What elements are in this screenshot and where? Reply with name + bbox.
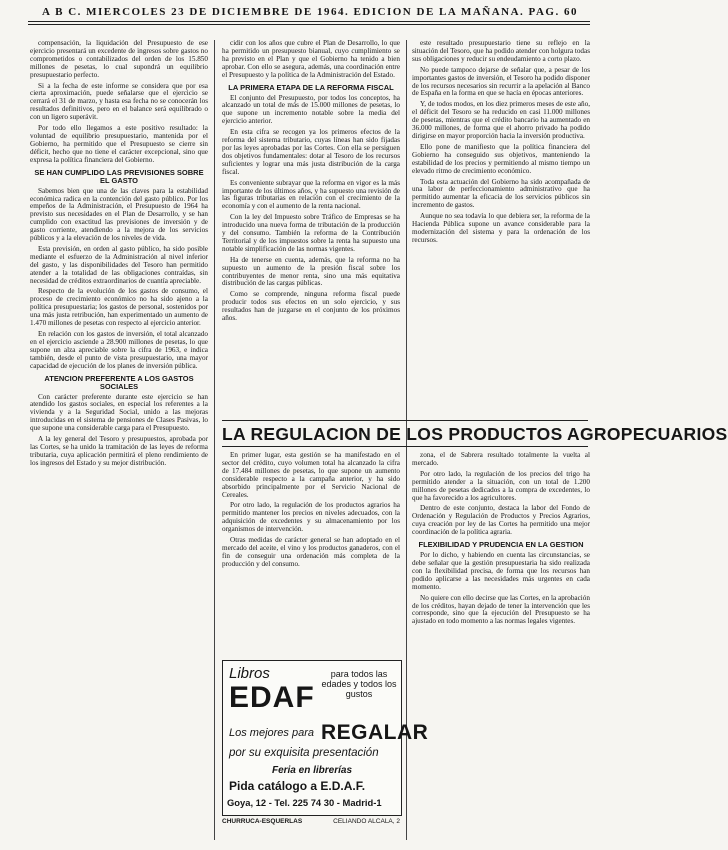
col3-paragraph: Toda esta actuación del Gobierno ha sido acompañada de una labor de perfeccionamiento administrativo que ha permitido aumentar la eficacia de los servicios públicos sin incremento de gastos. bbox=[412, 177, 590, 210]
col3b-paragraph: Por lo dicho, y habiendo en cuenta las circunstancias, se debe señalar que la gestión presupuestaria ha sido realizada con la flexibilidad precisa, de forma que los recursos han podido aplicarse a las necesidades más urgentes en cada momento. bbox=[412, 551, 590, 591]
col3b-heading: FLEXIBILIDAD Y PRUDENCIA EN LA GESTION bbox=[418, 540, 584, 550]
col2-paragraph: Con la ley del Impuesto sobre Tráfico de Empresas se ha introducido una nueva forma de tributación de la producción y del consumo. También la reforma de la Contribución Territorial y de los impuestos sobre la renta ha supuesto una notable simplificación de las normas vigentes. bbox=[222, 213, 400, 253]
header-rule-2 bbox=[28, 24, 590, 25]
col3-paragraph: Y, de todos modos, en los diez primeros meses de este año, el déficit del Tesoro se ha reducido en casi 11.000 millones de pesetas, mientras que el crédito bancario ha aumentado en 36.000 millones, de forma que el ahorro privado ha podido dirigirse en mayor proporción hacia la inversión productiva. bbox=[412, 100, 590, 140]
col3-paragraph: No puede tampoco dejarse de señalar que, a pesar de los importantes gastos de inversión, el Tesoro ha podido disponer de los recursos necesarios sin recurrir a la apelación al Banco de España en la forma en que se hacía en épocas anteriores. bbox=[412, 65, 590, 98]
ad-brand-logo: EDAF bbox=[229, 681, 315, 714]
ad-best-label: Los mejores para bbox=[229, 727, 314, 739]
col1-paragraph: Sabemos bien que una de las claves para la estabilidad económica radica en la contención del gasto público. Por los empeños de la Administración, el Presupuesto de 1964 ha previsto sus necesidades en el Plan de Desarrollo, y se han cumplido con exactitud las previsiones de inversión y de gasto corriente, atendiendo a la mejora de los servicios públicos y a la elevación de los niveles de vida. bbox=[30, 186, 208, 243]
page-header: A B C. MIERCOLES 23 DE DICIEMBRE DE 1964. EDICION DE LA MAÑANA. PAG. 60 bbox=[42, 6, 578, 18]
banner-rule-top bbox=[222, 420, 588, 421]
col1-heading: ATENCION PREFERENTE A LOS GASTOS SOCIALES bbox=[44, 373, 194, 391]
ad-fair-label: Feria en librerías bbox=[271, 765, 353, 776]
footer-strip bbox=[222, 818, 400, 825]
ad-gift-label: REGALAR bbox=[321, 721, 429, 744]
col1-heading: SE HAN CUMPLIDO LAS PREVISIONES SOBRE EL GASTO bbox=[34, 167, 204, 185]
edaf-advertisement bbox=[222, 660, 429, 816]
col3b-paragraph: Por otro lado, la regulación de los precios del trigo ha permitido atender a la situación, con un total de 1.200 millones de pesetas dedicados a la compra de excedentes, lo que ha favorecido a los agricultores. bbox=[412, 469, 590, 502]
col2-paragraph: En esta cifra se recogen ya los primeros efectos de la reforma del sistema tributario, cuyas líneas han sido fijadas por las leyes aprobadas por las Cortes. Con ella se persiguen dos objetivos fundamentales: dotar al Tesoro de los recursos suficientes y lograr una más justa distribución de la carga fiscal. bbox=[222, 128, 400, 176]
ad-presentation-label: por su exquisita presentación bbox=[229, 747, 379, 759]
col3-paragraph: Aunque no sea todavía lo que debiera ser, la reforma de la Hacienda Pública supone un avance considerable para la modernización del sistema y para la ordenación de los recursos. bbox=[412, 212, 590, 244]
column-3 bbox=[412, 40, 590, 416]
column-3-lower bbox=[412, 452, 590, 842]
column-divider-1 bbox=[214, 40, 215, 840]
col3b-paragraph: zona, el de Sabrera resultado totalmente la vuelta al mercado. bbox=[412, 451, 590, 467]
ad-address: Goya, 12 - Tel. 225 74 30 - Madrid-1 bbox=[227, 797, 382, 808]
header-rule bbox=[28, 21, 590, 22]
column-2 bbox=[222, 40, 400, 416]
col2b-paragraph: Por otro lado, la regulación de los productos agrarios ha permitido mantener los precios en niveles adecuados, con la adquisición de excedentes y su almacenamiento por los organismos de intervención. bbox=[222, 501, 400, 534]
footer-left: CHURRUCA-ESQUERLAS bbox=[222, 818, 303, 825]
col2-paragraph: El conjunto del Presupuesto, por todos los conceptos, ha alcanzado un total de más de 15.000 millones de pesetas, lo que supone un incremento notable sobre la media del ejercicio anterior. bbox=[222, 93, 400, 126]
col1-paragraph: Esta previsión, en orden al gasto público, ha sido posible mediante el esfuerzo de la Administración al nivel inferior del gasto, y las disponibilidades del Tesoro han permitido atender a la totalidad de las obligaciones contraídas, sin necesidad de créditos extraordinarios de cuantía apreciable. bbox=[30, 244, 208, 285]
col2-paragraph: cidir con los años que cubre el Plan de Desarrollo, lo que ha permitido un presupuesto bianual, cuyo cumplimiento se ha previsto en el Plan y que el Gobierno ha tenido a bien aprobar. Con ello se asegura, además, una coordinación entre el Presupuesto y la política de la Administración del Estado. bbox=[222, 39, 400, 79]
footer-right: CELIANDO ALCALA, 2 bbox=[333, 818, 400, 825]
col2-paragraph: Es conveniente subrayar que la reforma en vigor es la más importante de los últimos años, y ha supuesto una revisión de las figuras tributarias en relación con el crecimiento de la economía y con el aumento de la renta nacional. bbox=[222, 178, 400, 211]
col1-paragraph: Si a la fecha de este informe se considera que por esa cierta aproximación, puede señalarse que el ejercicio se cerrará el 31 de marzo, y hasta esa fecha no se conocerán los resultados definitivos, pero en el balance será equilibrado o con un ligero superávit. bbox=[30, 81, 208, 122]
column-1 bbox=[30, 40, 208, 471]
col3-paragraph: este resultado presupuestario tiene su reflejo en la situación del Tesoro, que ha podido atender con holgura todas sus obligaciones y reducir su endeudamiento a corto plazo. bbox=[412, 39, 590, 63]
banner-headline: LA REGULACION DE LOS PRODUCTOS AGROPECUARIOS bbox=[222, 424, 728, 444]
col1-paragraph: Con carácter preferente durante este ejercicio se han atendido los gastos sociales, en especial los referentes a la vivienda y a la Seguridad Social, unido a las mejoras introducidas en el sistema de pensiones de Clases Pasivas, lo que supone una considerable carga para el Presupuesto. bbox=[30, 392, 208, 433]
col1-paragraph: compensación, la liquidación del Presupuesto de ese ejercicio presentará un excedente de ingresos sobre gastos no comprometidos o contabilizados del orden de los 15.850 millones de pesetas, lo cual supondrá un equilibrio presupuestario perfecto. bbox=[30, 39, 208, 79]
col1-paragraph: A la ley general del Tesoro y presupuestos, aprobada por las Cortes, se ha unido la tramitación de las leyes de reforma tributaria, cuya aplicación permitirá el pleno rendimiento de los ingresos del Estado y su mejor distribución. bbox=[30, 435, 208, 467]
col1-paragraph: Respecto de la evolución de los gastos de consumo, el proceso de crecimiento económico no ha sido ajeno a la política presupuestaria; los gastos de personal, sostenidos por una más justa retribución, han experimentado un aumento de 1.470 millones de pesetas con respecto al ejercicio anterior. bbox=[30, 287, 208, 328]
column-2-lower bbox=[222, 452, 400, 654]
ad-tagline: para todos las edades y todos los gustos bbox=[321, 669, 397, 699]
col2b-paragraph: En primer lugar, esta gestión se ha manifestado en el sector del crédito, cuyo volumen total ha alcanzado la cifra de 17.484 millones de pesetas, lo que supone un aumento considerable respecto a la campaña anterior, y ha sido absorbido principalmente por el Servicio Nacional de Cereales. bbox=[222, 451, 400, 499]
col1-paragraph: En relación con los gastos de inversión, el total alcanzado en el ejercicio asciende a 28.900 millones de pesetas, lo que supone un alza apreciable sobre la cifra de 1963, e indica también, desde el punto de vista presupuestario, una mayor capacidad de ejecución de los planes de inversión pública. bbox=[30, 330, 208, 370]
col2-paragraph: Como se comprende, ninguna reforma fiscal puede producir todos sus efectos en un solo ejercicio, y sus resultados han de juzgarse en el conjunto de los próximos años. bbox=[222, 290, 400, 323]
col3b-paragraph: Dentro de este conjunto, destaca la labor del Fondo de Ordenación y Regulación de Productos y Precios Agrarios, cuya creación por ley de las Cortes ha permitido una mejor coordinación de la política agraria. bbox=[412, 504, 590, 537]
banner-rule-bottom bbox=[222, 446, 588, 447]
ad-catalog-label: Pida catálogo a E.D.A.F. bbox=[229, 779, 366, 793]
col3b-paragraph: No quiere con ello decirse que las Cortes, en la aprobación de los créditos, hayan dejado de tener la intervención que les corresponde, sino que la ejecución del Presupuesto se ha ajustado en todo momento a las normas legales vigentes. bbox=[412, 593, 590, 626]
col2b-paragraph: Otras medidas de carácter general se han adoptado en el mercado del aceite, el vino y los productos ganaderos, con el fin de conseguir una ordenación más completa de la producción y del consumo. bbox=[222, 536, 400, 568]
col2-heading: LA PRIMERA ETAPA DE LA REFORMA FISCAL bbox=[228, 82, 394, 92]
col3-paragraph: Ello pone de manifiesto que la política financiera del Gobierno ha conseguido sus objetivos, manteniendo la estabilidad de los precios y permitiendo al mismo tiempo un elevado ritmo de crecimiento económico. bbox=[412, 142, 590, 175]
col2-paragraph: Ha de tenerse en cuenta, además, que la reforma no ha supuesto un aumento de la presión fiscal sobre los contribuyentes de menor renta, sino una más equitativa distribución de las cargas públicas. bbox=[222, 255, 400, 288]
ad-books-label: Libros bbox=[229, 665, 270, 682]
col1-paragraph: Por todo ello llegamos a este positivo resultado: la voluntad de equilibrio presupuestario, mantenida por el Gobierno, ha permitido que el Presupuesto se cierre sin déficit, hecho que no tiene el carácter excepcional, sino que expresa la política financiera del Gobierno. bbox=[30, 124, 208, 164]
